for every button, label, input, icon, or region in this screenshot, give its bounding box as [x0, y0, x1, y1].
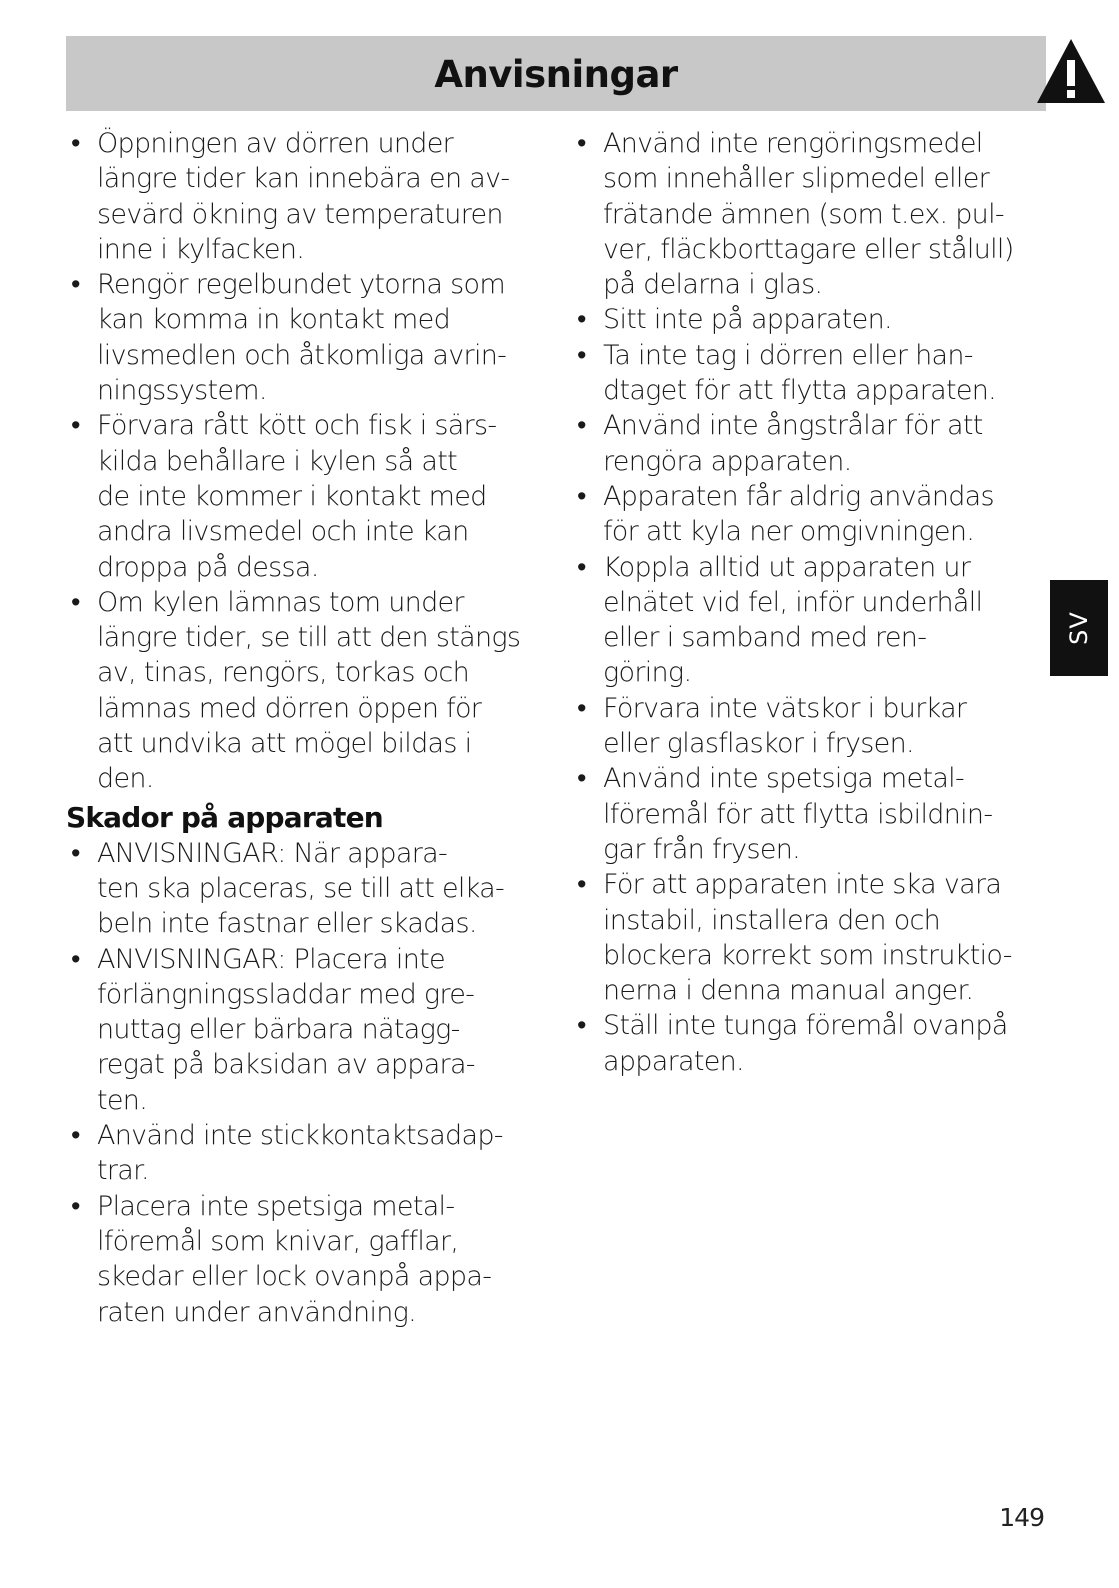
list-item-line: lföremål som knivar, gafflar, [97, 1225, 459, 1257]
bullet-icon: • [71, 1190, 80, 1222]
bullet-icon: • [71, 586, 80, 618]
list-item [66, 942, 544, 1118]
list-item-line: frätande ämnen (som t.ex. pul- [603, 198, 1004, 230]
bullet-icon: • [577, 1010, 586, 1042]
bullet-icon: • [577, 304, 586, 336]
list-item-line: rengöra apparaten. [603, 445, 852, 477]
list-item-line: blockera korrekt som instruktio- [603, 939, 1012, 971]
bullet-icon: • [577, 480, 586, 512]
bullet-icon: • [577, 692, 586, 724]
list-item [572, 1008, 1050, 1079]
bullet-icon: • [71, 128, 80, 159]
list-item-line: dtaget för att flytta apparaten. [603, 375, 997, 407]
bullet-icon: • [71, 837, 80, 869]
list-item-line: Öppningen av dörren under [97, 128, 454, 159]
list-item-line: instabil, installera den och [603, 904, 941, 936]
list-item-line: eller i samband med ren- [603, 622, 927, 654]
list-item-line: de inte kommer i kontakt med [97, 480, 487, 512]
list-item-line: ANVISNINGAR: Placera inte [97, 943, 445, 975]
list-item [66, 1118, 544, 1189]
list-item-line: ten ska placeras, se till att elka- [97, 872, 505, 904]
bullet-icon: • [577, 128, 586, 159]
list-item-line: För att apparaten inte ska vara [603, 869, 1002, 901]
list-item-line: Förvara inte vätskor i burkar [603, 692, 967, 724]
page-header [66, 36, 1046, 111]
list-item-line: Använd inte stickkontaktsadap- [97, 1120, 503, 1152]
list-item-line: lämnas med dörren öppen för [97, 692, 482, 724]
list-item-line: raten under användning. [97, 1296, 417, 1328]
list-item-line: ten. [97, 1084, 148, 1116]
list-item-line: sevärd ökning av temperaturen [97, 198, 503, 230]
list-item-line: som innehåller slipmedel eller [603, 163, 990, 195]
list-item-line: Om kylen lämnas tom under [97, 586, 464, 618]
list-item-line: gar från frysen. [603, 833, 801, 865]
list-item-line: lföremål för att flytta isbildnin- [603, 798, 993, 830]
bullet-icon: • [577, 869, 586, 901]
list-item-line: livsmedlen och åtkomliga avrin- [97, 339, 507, 371]
list-item-line: nuttag eller bärbara nätagg- [97, 1014, 460, 1046]
list-item [572, 479, 1050, 550]
list-item-line: av, tinas, rengörs, torkas och [97, 657, 469, 689]
section-heading: Skador på apparaten [66, 800, 383, 834]
list-item-line: Ställ inte tunga föremål ovanpå [603, 1010, 1008, 1042]
list-item-line: kan komma in kontakt med [97, 304, 451, 336]
list-item-line: andra livsmedel och inte kan [97, 516, 469, 548]
page-title: Anvisningar [434, 53, 678, 96]
list-item [572, 408, 1050, 479]
right-column [572, 126, 1050, 1079]
list-item-line: droppa på dessa. [97, 551, 319, 583]
list-item-line: Placera inte spetsiga metal- [97, 1190, 455, 1222]
list-item-line: inne i kylfacken. [97, 233, 305, 265]
bullet-icon: • [71, 269, 80, 301]
list-item-line: elnätet vid fel, inför underhåll [603, 586, 983, 618]
list-item-line: Koppla alltid ut apparaten ur [603, 551, 971, 583]
list-item [66, 1189, 544, 1330]
list-item [66, 408, 544, 584]
list-item [66, 836, 544, 942]
bullet-icon: • [71, 1120, 80, 1152]
list-item-line: eller glasflaskor i frysen. [603, 728, 914, 760]
bullet-icon: • [71, 410, 80, 442]
list-item [572, 126, 1050, 302]
left-column [66, 126, 544, 1330]
bullet-icon: • [577, 551, 586, 583]
list-item-line: Rengör regelbundet ytorna som [97, 269, 505, 301]
list-item-line: för att kyla ner omgivningen. [603, 516, 975, 548]
list-item [66, 126, 544, 267]
list-item-line: nerna i denna manual anger. [603, 975, 974, 1007]
list-item-line: Ta inte tag i dörren eller han- [603, 339, 973, 371]
bullet-icon: • [577, 339, 586, 371]
bullet-icon: • [71, 943, 80, 975]
list-item-line: Använd inte rengöringsmedel [603, 128, 983, 159]
bullet-icon: • [577, 763, 586, 795]
page-number: 149 [999, 1503, 1044, 1532]
list-item-line: göring. [603, 657, 692, 689]
list-item-line: ver, fläckborttagare eller stålull) [603, 233, 1014, 265]
list-item-line: skedar eller lock ovanpå appa- [97, 1261, 492, 1293]
language-tab [1050, 580, 1108, 676]
list-item [572, 338, 1050, 409]
list-item-line: trar. [97, 1155, 149, 1187]
list-item [572, 302, 1050, 337]
left-list-bottom [66, 836, 544, 1330]
list-item [572, 691, 1050, 762]
list-item-line: apparaten. [603, 1045, 744, 1077]
list-item-line: ANVISNINGAR: När appara- [97, 837, 447, 869]
bullet-icon: • [577, 410, 586, 442]
list-item-line: ningssystem. [97, 375, 267, 407]
right-list [572, 126, 1050, 1079]
list-item-line: Använd inte ångstrålar för att [603, 410, 983, 442]
list-item [66, 267, 544, 408]
left-list-top [66, 126, 544, 797]
list-item-line: förlängningssladdar med gre- [97, 978, 475, 1010]
list-item [66, 585, 544, 797]
list-item-line: den. [97, 763, 154, 795]
list-item-line: beln inte fastnar eller skadas. [97, 908, 477, 940]
list-item-line: Sitt inte på apparaten. [603, 304, 892, 336]
list-item-line: regat på baksidan av appara- [97, 1049, 475, 1081]
list-item [572, 550, 1050, 691]
language-tab-label: SV [1065, 611, 1093, 645]
list-item-line: på delarna i glas. [603, 269, 823, 301]
list-item [572, 761, 1050, 867]
list-item-line: Använd inte spetsiga metal- [603, 763, 965, 795]
list-item [572, 867, 1050, 1008]
list-item-line: Apparaten får aldrig användas [603, 480, 994, 512]
list-item-line: längre tider, se till att den stängs [97, 622, 521, 654]
warning-triangle-icon [1034, 36, 1108, 106]
list-item-line: kilda behållare i kylen så att [97, 445, 458, 477]
list-item-line: Förvara rått kött och fisk i särs- [97, 410, 497, 442]
list-item-line: att undvika att mögel bildas i [97, 728, 472, 760]
list-item-line: längre tider kan innebära en av- [97, 163, 510, 195]
